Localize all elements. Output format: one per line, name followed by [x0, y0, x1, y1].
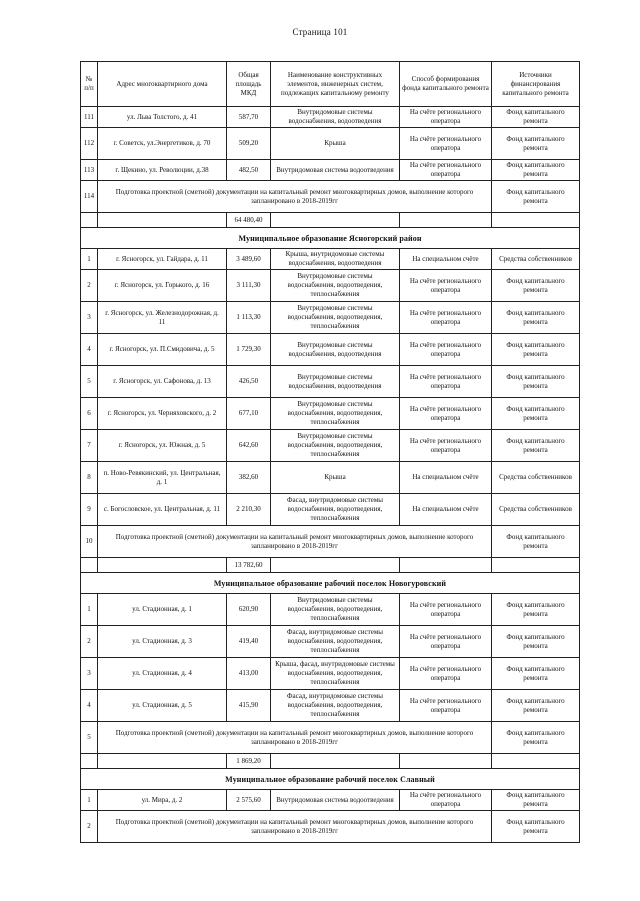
capital-repair-table: [80, 61, 580, 843]
row-area: 509,20: [227, 128, 271, 160]
row-method: На счёте регионального оператора: [400, 594, 492, 626]
row-elements: Крыша, фасад, внутридомовые системы водоснабжения, водоотведения, теплоснабжения: [271, 658, 400, 690]
row-method: На счёте регионального оператора: [400, 334, 492, 366]
row-address: г. Ясногорск, ул. П.Смидовича, д. 5: [98, 334, 227, 366]
table-row: [81, 494, 580, 526]
section-title: Муниципальное образование рабочий поселок Новогуровский: [81, 573, 580, 594]
row-area: 2 575,60: [227, 790, 271, 811]
row-address: г. Ясногорск, ул. Сафонова, д. 13: [98, 366, 227, 398]
design-docs-text: Подготовка проектной (сметной) документации на капитальный ремонт многоквартирных домов, выполнение которого запланировано в 2018-2019гг: [98, 526, 492, 558]
row-method: На счёте регионального оператора: [400, 430, 492, 462]
header-elements: Наименование конструктивных элементов, инженерных систем, подлежащих капитальному ремонту: [271, 62, 400, 107]
table-row: [81, 462, 580, 494]
design-docs-row: [81, 526, 580, 558]
row-method: На счёте регионального оператора: [400, 658, 492, 690]
row-number: 113: [81, 160, 98, 181]
row-source: Фонд капитального ремонта: [492, 302, 580, 334]
total-row: [81, 754, 580, 769]
table-row: [81, 107, 580, 128]
row-method: На счёте регионального оператора: [400, 626, 492, 658]
row-address: г. Ясногорск, ул. Горького, д. 16: [98, 270, 227, 302]
row-area: 1 729,30: [227, 334, 271, 366]
row-source: Средства собственников: [492, 249, 580, 270]
row-source: Фонд капитального ремонта: [492, 658, 580, 690]
row-address: с. Богословское, ул. Центральная, д. 11: [98, 494, 227, 526]
row-number: 3: [81, 658, 98, 690]
table-row: [81, 160, 580, 181]
row-elements: Крыша: [271, 462, 400, 494]
row-elements: Внутридомовые системы водоснабжения, водоотведения, теплоснабжения: [271, 302, 400, 334]
row-source: Средства собственников: [492, 462, 580, 494]
row-address: ул. Стадионная, д. 3: [98, 626, 227, 658]
row-method: На счёте регионального оператора: [400, 790, 492, 811]
row-number: 1: [81, 249, 98, 270]
row-area: 620,90: [227, 594, 271, 626]
section-heading-row: [81, 228, 580, 249]
table-row: [81, 334, 580, 366]
table-row: [81, 366, 580, 398]
table-row: [81, 128, 580, 160]
row-number: 5: [81, 366, 98, 398]
row-address: ул. Мира, д. 2: [98, 790, 227, 811]
section-title: Муниципальное образование рабочий поселок Славный: [81, 769, 580, 790]
row-number: 112: [81, 128, 98, 160]
row-area: 3 489,60: [227, 249, 271, 270]
row-number: 111: [81, 107, 98, 128]
row-area: 419,40: [227, 626, 271, 658]
row-area: 415,90: [227, 690, 271, 722]
row-address: г. Щекино, ул. Революции, д.38: [98, 160, 227, 181]
table-row: [81, 790, 580, 811]
row-number: 9: [81, 494, 98, 526]
row-address: г. Ясногорск, ул. Гайдара, д. 11: [98, 249, 227, 270]
total-area: 13 782,60: [227, 558, 271, 573]
row-elements: Внутридомовые системы водоснабжения, водоотведения, теплоснабжения: [271, 594, 400, 626]
row-address: г. Ясногорск, ул. Черняховского, д. 2: [98, 398, 227, 430]
row-method: На специальном счёте: [400, 462, 492, 494]
table-row: [81, 249, 580, 270]
row-elements: Внутридомовые системы водоснабжения, водоотведения: [271, 366, 400, 398]
row-source: Фонд капитального ремонта: [492, 128, 580, 160]
row-number: 4: [81, 334, 98, 366]
row-elements: Внутридомовые системы водоснабжения, водоотведения: [271, 334, 400, 366]
table-row: [81, 398, 580, 430]
row-number: 2: [81, 270, 98, 302]
row-number: 2: [81, 626, 98, 658]
table-row: [81, 302, 580, 334]
design-docs-text: Подготовка проектной (сметной) документации на капитальный ремонт многоквартирных домов, выполнение которого запланировано в 2018-2019гг: [98, 722, 492, 754]
row-source: Фонд капитального ремонта: [492, 722, 580, 754]
row-number: 10: [81, 526, 98, 558]
header-address: Адрес многоквартирного дома: [98, 62, 227, 107]
row-source: Средства собственников: [492, 494, 580, 526]
row-area: 426,50: [227, 366, 271, 398]
total-spacer: [271, 213, 400, 228]
total-spacer: [492, 754, 580, 769]
section-heading-row: [81, 769, 580, 790]
table-row: [81, 658, 580, 690]
row-source: Фонд капитального ремонта: [492, 594, 580, 626]
header-num: № п/п: [81, 62, 98, 107]
row-area: 587,70: [227, 107, 271, 128]
row-number: 1: [81, 790, 98, 811]
row-area: 677,10: [227, 398, 271, 430]
row-elements: Внутридомовые системы водоснабжения, водоотведения, теплоснабжения: [271, 270, 400, 302]
row-number: 4: [81, 690, 98, 722]
row-area: 413,00: [227, 658, 271, 690]
total-spacer: [400, 213, 492, 228]
table-header-row: [81, 62, 580, 107]
design-docs-text: Подготовка проектной (сметной) документации на капитальный ремонт многоквартирных домов, выполнение которого запланировано в 2018-2019гг: [98, 181, 492, 213]
total-spacer: [98, 558, 227, 573]
row-method: На специальном счёте: [400, 494, 492, 526]
row-address: ул. Льва Толстого, д. 41: [98, 107, 227, 128]
total-spacer: [492, 213, 580, 228]
row-method: На счёте регионального оператора: [400, 128, 492, 160]
row-address: ул. Стадионная, д. 1: [98, 594, 227, 626]
row-method: На счёте регионального оператора: [400, 107, 492, 128]
design-docs-row: [81, 181, 580, 213]
row-source: Фонд капитального ремонта: [492, 790, 580, 811]
row-source: Фонд капитального ремонта: [492, 334, 580, 366]
row-area: 3 111,30: [227, 270, 271, 302]
row-method: На счёте регионального оператора: [400, 160, 492, 181]
total-spacer: [98, 754, 227, 769]
row-address: ул. Стадионная, д. 4: [98, 658, 227, 690]
row-number: 6: [81, 398, 98, 430]
table-row: [81, 690, 580, 722]
row-number: 5: [81, 722, 98, 754]
table-body: [81, 107, 580, 843]
total-spacer: [400, 754, 492, 769]
row-area: 642,60: [227, 430, 271, 462]
row-elements: Фасад, внутридомовые системы водоснабжения, водоотведения, теплоснабжения: [271, 494, 400, 526]
section-title: Муниципальное образование Ясногорский район: [81, 228, 580, 249]
row-number: 1: [81, 594, 98, 626]
row-address: г. Советск, ул.Энергетиков, д. 70: [98, 128, 227, 160]
row-source: Фонд капитального ремонта: [492, 398, 580, 430]
total-spacer: [400, 558, 492, 573]
table-row: [81, 430, 580, 462]
design-docs-text: Подготовка проектной (сметной) документации на капитальный ремонт многоквартирных домов, выполнение которого запланировано в 2018-2019гг: [98, 811, 492, 843]
row-number: 8: [81, 462, 98, 494]
header-area: Общая площадь МКД: [227, 62, 271, 107]
row-area: 382,60: [227, 462, 271, 494]
total-area: 64 480,40: [227, 213, 271, 228]
total-spacer: [271, 754, 400, 769]
row-address: г. Ясногорск, ул. Южная, д. 5: [98, 430, 227, 462]
row-source: Фонд капитального ремонта: [492, 107, 580, 128]
row-area: 2 210,30: [227, 494, 271, 526]
row-source: Фонд капитального ремонта: [492, 526, 580, 558]
row-method: На специальном счёте: [400, 249, 492, 270]
row-elements: Фасад, внутридомовые системы водоснабжения, водоотведения, теплоснабжения: [271, 690, 400, 722]
row-elements: Внутридомовые системы водоснабжения, водоотведения, теплоснабжения: [271, 430, 400, 462]
row-source: Фонд капитального ремонта: [492, 811, 580, 843]
row-source: Фонд капитального ремонта: [492, 160, 580, 181]
row-number: 114: [81, 181, 98, 213]
table-row: [81, 594, 580, 626]
table-row: [81, 270, 580, 302]
row-method: На счёте регионального оператора: [400, 690, 492, 722]
row-elements: Внутридомовые системы водоснабжения, водоотведения: [271, 107, 400, 128]
section-heading-row: [81, 573, 580, 594]
design-docs-row: [81, 722, 580, 754]
row-source: Фонд капитального ремонта: [492, 626, 580, 658]
row-method: На счёте регионального оператора: [400, 270, 492, 302]
row-method: На счёте регионального оператора: [400, 398, 492, 430]
total-spacer: [98, 213, 227, 228]
total-spacer: [271, 558, 400, 573]
row-elements: Крыша: [271, 128, 400, 160]
row-elements: Фасад, внутридомовые системы водоснабжения, водоотведения, теплоснабжения: [271, 626, 400, 658]
row-elements: Внутридомовая система водоотведения: [271, 160, 400, 181]
row-source: Фонд капитального ремонта: [492, 181, 580, 213]
header-source: Источники финансирования капитального ремонта: [492, 62, 580, 107]
total-spacer: [492, 558, 580, 573]
row-area: 1 113,30: [227, 302, 271, 334]
row-address: г. Ясногорск, ул. Железнодорожная, д. 11: [98, 302, 227, 334]
row-number: 7: [81, 430, 98, 462]
total-row: [81, 213, 580, 228]
row-address: п. Ново-Ревякинский, ул. Центральная, д. 1: [98, 462, 227, 494]
row-area: 482,50: [227, 160, 271, 181]
page-number: Страница 101: [292, 27, 348, 37]
total-spacer: [81, 754, 98, 769]
row-source: Фонд капитального ремонта: [492, 690, 580, 722]
header-method: Способ формирования фонда капитального ремонта: [400, 62, 492, 107]
table-row: [81, 626, 580, 658]
row-elements: Внутридомовые системы водоснабжения, водоотведения, теплоснабжения: [271, 398, 400, 430]
total-spacer: [81, 558, 98, 573]
row-elements: Крыша, внутридомовые системы водоснабжения, водоотведения: [271, 249, 400, 270]
row-source: Фонд капитального ремонта: [492, 430, 580, 462]
row-source: Фонд капитального ремонта: [492, 270, 580, 302]
row-source: Фонд капитального ремонта: [492, 366, 580, 398]
design-docs-row: [81, 811, 580, 843]
row-number: 2: [81, 811, 98, 843]
row-method: На счёте регионального оператора: [400, 366, 492, 398]
total-spacer: [81, 213, 98, 228]
row-number: 3: [81, 302, 98, 334]
row-method: На счёте регионального оператора: [400, 302, 492, 334]
row-elements: Внутридомовая система водоотведения: [271, 790, 400, 811]
total-row: [81, 558, 580, 573]
total-area: 1 869,20: [227, 754, 271, 769]
row-address: ул. Стадионная, д. 5: [98, 690, 227, 722]
